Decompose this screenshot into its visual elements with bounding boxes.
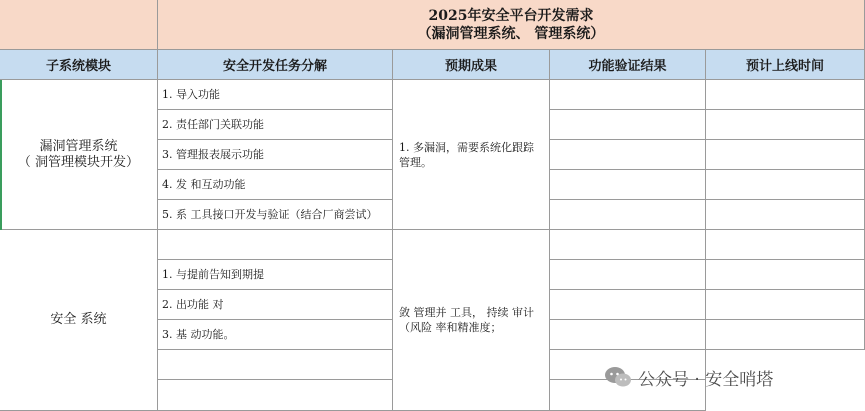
task-row: [158, 380, 393, 411]
task-row: 4. 发 和互动功能: [158, 170, 393, 200]
module-vuln-management: 漏洞管理系统 （ 洞管理模块开发）: [0, 80, 158, 230]
outcome-security-system: 敛 管理并 工具， 持续 审计（风险 率和精准度；: [393, 230, 550, 411]
task-row: 1. 导入功能: [158, 80, 393, 110]
sheet-title-line2: （漏洞管理系统、 管理系统）: [417, 25, 605, 42]
verification-cell: [550, 290, 706, 320]
task-row: [158, 230, 393, 260]
launch-time-cell: [706, 140, 865, 170]
task-row: 2. 责任部门关联功能: [158, 110, 393, 140]
verification-cell: [550, 80, 706, 110]
launch-time-cell: [706, 110, 865, 140]
column-header-tasks: 安全开发任务分解: [158, 50, 393, 80]
watermark-text: 公众号 · 安全哨塔: [638, 369, 774, 390]
task-row: 3. 管理报表展示功能: [158, 140, 393, 170]
verification-cell: [550, 230, 706, 260]
module-security-system: 安全 系统: [0, 230, 158, 411]
launch-time-cell: [706, 290, 865, 320]
title-left-cell: [0, 0, 158, 50]
verification-cell: [550, 260, 706, 290]
verification-cell: [550, 320, 706, 350]
launch-time-cell: [706, 200, 865, 230]
verification-cell: [550, 200, 706, 230]
verification-cell: [550, 140, 706, 170]
watermark: [604, 365, 773, 389]
task-row: 1. 与提前告知到期提: [158, 260, 393, 290]
row-selection-marker: [0, 80, 2, 230]
verification-cell: [550, 110, 706, 140]
sheet-title-line1: 2025年安全平台开发需求: [428, 7, 594, 24]
column-header-outcome: 预期成果: [393, 50, 550, 80]
outcome-vuln-management: 1. 多漏洞，需要系统化跟踪管理。: [393, 80, 550, 230]
verification-cell: [550, 170, 706, 200]
launch-time-cell: [706, 170, 865, 200]
column-header-module: 子系统模块: [0, 50, 158, 80]
task-row: 3. 基 动功能。: [158, 320, 393, 350]
wechat-icon: [604, 366, 632, 388]
task-row: 2. 出功能 对: [158, 290, 393, 320]
task-row: [158, 350, 393, 380]
launch-time-cell: [706, 230, 865, 260]
task-row: 5. 系 工具接口开发与验证（结合厂商尝试）: [158, 200, 393, 230]
launch-time-cell: [706, 260, 865, 290]
column-header-verification: 功能验证结果: [550, 50, 706, 80]
launch-time-cell: [706, 320, 865, 350]
column-header-launch-time: 预计上线时间: [706, 50, 865, 80]
launch-time-cell: [706, 80, 865, 110]
sheet-title: [158, 0, 865, 50]
